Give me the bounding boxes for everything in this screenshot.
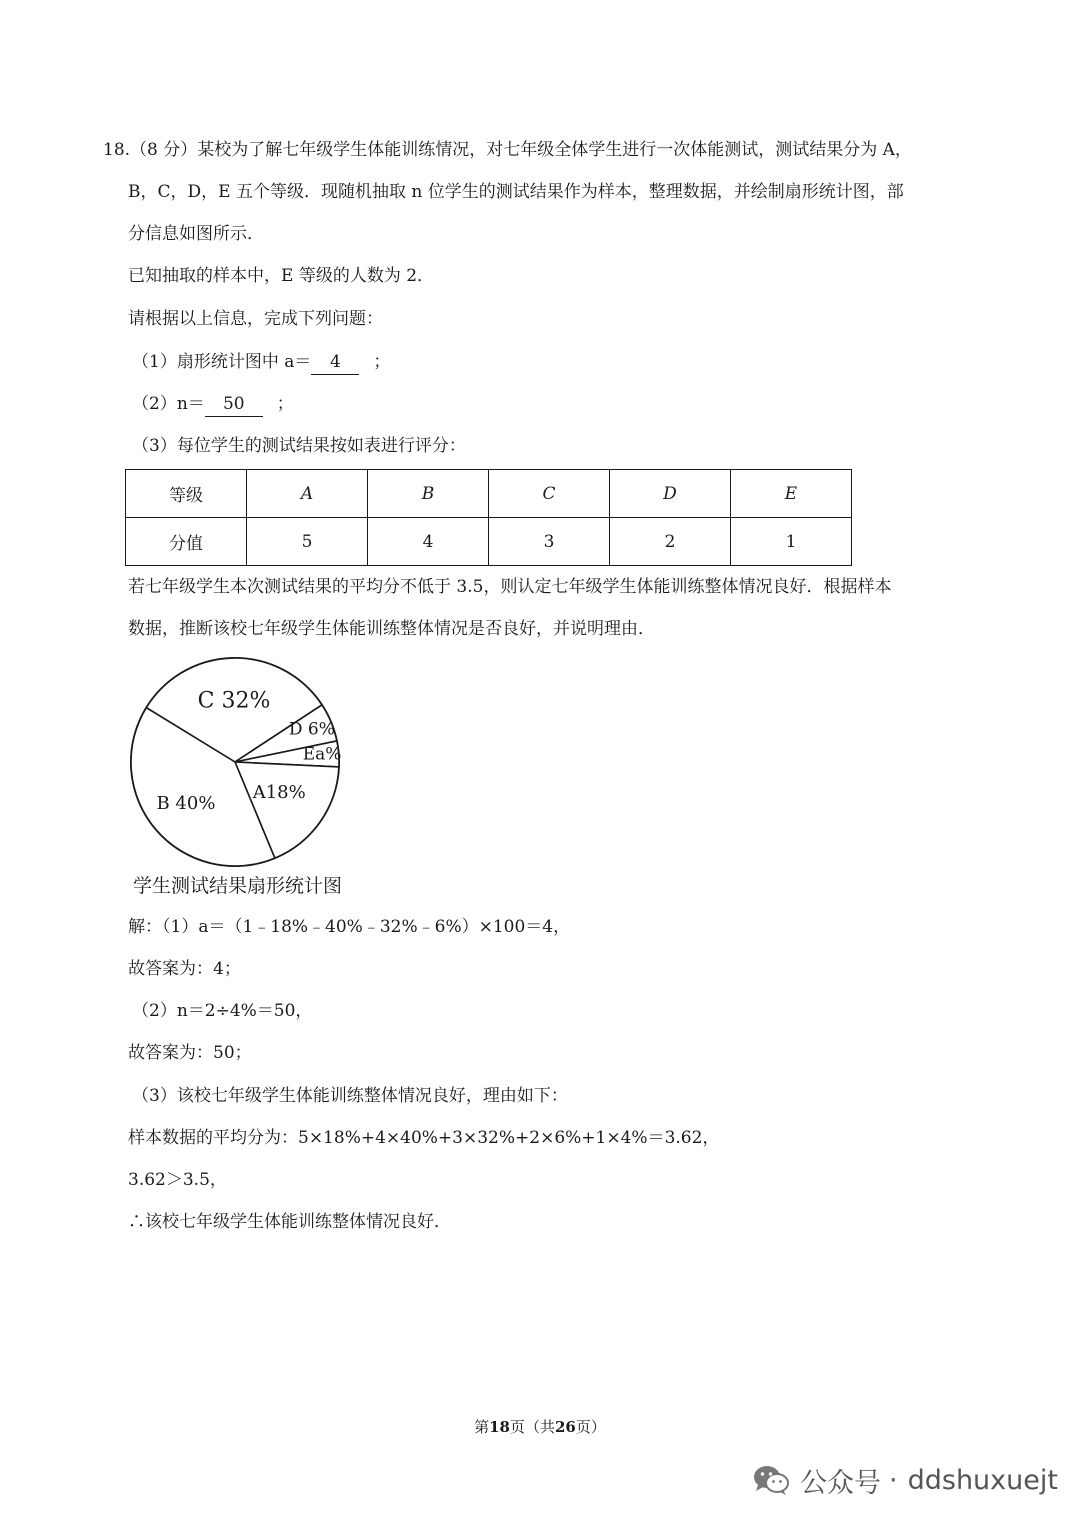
pie-chart — [120, 650, 350, 875]
watermark-label: 公众号 — [800, 1467, 881, 1499]
score-cell: 4 — [368, 518, 489, 566]
pie-slice-label: B 40% — [156, 792, 216, 814]
table-row — [126, 470, 852, 518]
condition-line-1: 若七年级学生本次测试结果的平均分不低于 3.5，则认定七年级学生体能训练整体情况良好．根据样本 — [128, 577, 892, 597]
grade-cell: A — [247, 470, 368, 518]
score-table — [125, 469, 852, 566]
table-header-cell: 分值 — [126, 518, 247, 566]
pie-slice-label: C 32% — [197, 688, 271, 714]
footer-total: 26 — [555, 1418, 576, 1436]
table-header-cell: 等级 — [126, 470, 247, 518]
wechat-icon — [752, 1463, 790, 1497]
question-line-4: 已知抽取的样本中，E 等级的人数为 2． — [128, 266, 435, 286]
watermark — [752, 1458, 1058, 1502]
question-line-5: 请根据以上信息，完成下列问题： — [128, 309, 383, 329]
grade-cell: D — [610, 470, 731, 518]
watermark-dot: · — [889, 1464, 898, 1496]
footer-prefix: 第 — [474, 1418, 490, 1436]
solution-line: （3）该校七年级学生体能训练整体情况良好，理由如下： — [132, 1086, 568, 1106]
watermark-account: ddshuxuejt — [907, 1464, 1058, 1496]
solution-line: 样本数据的平均分为：5×18%+4×40%+3×32%+2×6%+1×4%＝3.62， — [128, 1128, 720, 1148]
score-cell: 5 — [247, 518, 368, 566]
solution-line: ∴该校七年级学生体能训练整体情况良好． — [128, 1212, 451, 1232]
footer-middle: 页（共 — [509, 1418, 555, 1436]
q2-prefix: （2）n＝ — [132, 394, 205, 414]
solution-line: 故答案为：50； — [128, 1043, 252, 1063]
grade-cell: B — [368, 470, 489, 518]
score-cell: 3 — [489, 518, 610, 566]
question-line-2: B，C，D，E 五个等级．现随机抽取 n 位学生的测试结果作为样本，整理数据，并绘制扇形统计图，部 — [128, 182, 904, 202]
q1-answer: 4 — [311, 350, 359, 375]
q2-suffix: ； — [276, 394, 294, 414]
q1-prefix: （1）扇形统计图中 a＝ — [132, 352, 312, 372]
sub-question-2 — [132, 392, 294, 417]
footer-suffix: 页） — [575, 1418, 606, 1436]
page-footer — [0, 1415, 1080, 1439]
solution-line: 故答案为：4； — [128, 959, 241, 979]
sub-question-1 — [132, 350, 390, 375]
solution-line: （2）n＝2÷4%＝50， — [132, 1001, 313, 1021]
solution-line: 3.62＞3.5， — [128, 1170, 227, 1190]
pie-slice-label: A18% — [252, 782, 306, 804]
grade-cell: C — [489, 470, 610, 518]
sub-question-3: （3）每位学生的测试结果按如表进行评分： — [132, 436, 466, 456]
chart-caption: 学生测试结果扇形统计图 — [133, 875, 343, 897]
grade-cell: E — [731, 470, 852, 518]
q1-suffix: ； — [373, 352, 391, 372]
condition-line-2: 数据，推断该校七年级学生体能训练整体情况是否良好，并说明理由． — [128, 619, 655, 639]
question-line-1: 18.（8 分）某校为了解七年级学生体能训练情况，对七年级全体学生进行一次体能测试，测试结果分为 A， — [103, 140, 912, 160]
pie-slice-label: D 6% — [288, 719, 335, 740]
q2-answer: 50 — [205, 392, 263, 417]
pie-slice-label: Ea% — [302, 744, 342, 765]
footer-page: 18 — [489, 1418, 510, 1436]
table-row — [126, 518, 852, 566]
score-cell: 1 — [731, 518, 852, 566]
score-cell: 2 — [610, 518, 731, 566]
question-line-3: 分信息如图所示． — [128, 224, 264, 244]
solution-line: 解：（1）a＝（1﹣18%﹣40%﹣32%﹣6%）×100＝4， — [128, 917, 571, 937]
